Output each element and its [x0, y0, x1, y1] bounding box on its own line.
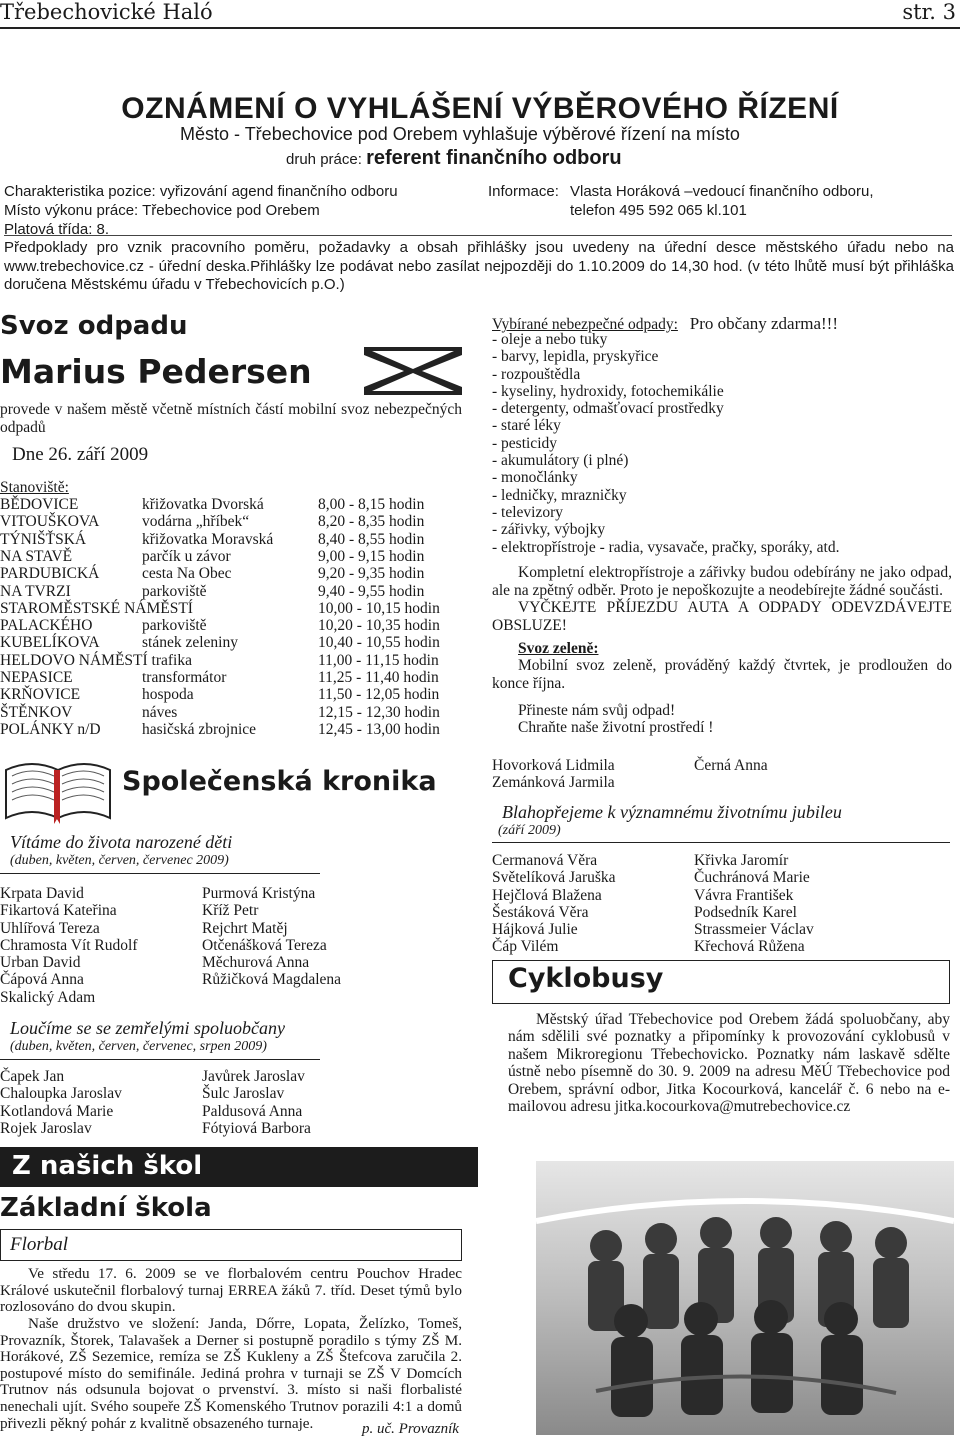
job-type-value: referent finančního odboru: [366, 147, 622, 169]
died-rule: [0, 1059, 320, 1060]
announcement-subtitle: Město - Třebechovice pod Orebem vyhlašuje výběrové řízení na místo: [180, 124, 740, 144]
list-item: - staré léky: [492, 417, 561, 435]
list-item: Cermanová Věra: [492, 852, 598, 869]
died-list-3: [492, 757, 615, 792]
list-item: Skalický Adam: [0, 988, 96, 1006]
list-item: - elektropřístroje - radia, vysavače, pračky, sporáky, atd.: [492, 538, 840, 556]
list-item: Křechová Růžena: [694, 938, 805, 956]
list-item: Kotlandová Marie: [0, 1102, 114, 1120]
requirements-paragraph: Předpoklady pro vznik pracovního poměru, požadavky a obsah přihlášky jsou uvedeny na úřední desce městského úřadu nebo na www.trebechovice.cz - úřední deska.Přihlášky lze podávat nebo zasílat nejpozději do 1.10.2009 do 14,30 hod. (v této lhůtě musí být přihláška doručena Městskému úřadu v Třebechovicích p.O.): [4, 239, 954, 293]
station-place: TÝNIŠŤSKÁ: [0, 530, 87, 548]
list-item: - monočlánky: [492, 469, 578, 487]
job-type: [286, 147, 622, 170]
station-time: 8,00 - 8,15 hodin: [318, 496, 425, 513]
jubilee-list-1: [492, 852, 616, 956]
station-spot: hospoda: [142, 686, 194, 704]
florbal-box: [0, 1229, 462, 1261]
station-place: HELDOVO NÁMĚSTÍ trafika: [0, 651, 192, 669]
list-item: Šulc Jaroslav: [202, 1085, 285, 1103]
station-time: 10,40 - 10,55 hodin: [318, 634, 440, 652]
florbal-p2: Naše družstvo ve složení: Janda, Dőrre, Lopata, Želízko, Tomeš, Provazník, Štorek, Talavašek a Derner si postupně poradilo s týmy ZŠ M. Horákové, ZŠ Sezemice, remíza se ZŠ Kukleny a ZŠ Štefcova zaručila 2. postupové místo do semifinále. Jediná prohra v turnaji se ZŠ V Domcích Trutnov nás odsunula bojovat o prvenství. 3. místo si naši florbalisté nenechali ujít. Svého soupeře ZŠ Komenského Trutnov porazili 4:1 a domů přivezli pěkný pohár z kvalitně obsazeného turnaje.: [0, 1315, 462, 1432]
station-time: 10,00 - 10,15 hodin: [318, 599, 440, 617]
company-logo-icon: [364, 347, 462, 395]
florbal-p1: Ve středu 17. 6. 2009 se ve florbalovém centru Pouchov Hradec Králové uskutečnil florbalový turnaj ERREA žáků 7. tříd. Deset týmů bylo rozlosováno do dvou skupin.: [0, 1265, 462, 1316]
list-item: Purmová Kristýna: [202, 885, 316, 902]
list-item: - detergenty, odmašťovací prostředky: [492, 400, 724, 418]
closing-line: Chraňte naše životní prostředí !: [518, 719, 714, 736]
green-text: Mobilní svoz zeleně, prováděný každý čtvrtek, je prodloužen do konce října.: [492, 657, 952, 692]
jubilee-rule: [492, 842, 950, 843]
station-time: 9,20 - 9,35 hodin: [318, 565, 425, 583]
list-item: Čáp Vilém: [492, 938, 559, 956]
list-item: Krpata David: [0, 885, 84, 902]
cyklobusy-text: Městský úřad Třebechovice pod Orebem žádá spoluobčany, aby nám sdělili své poznatky a připomínky k provozování cyklobusů v našem Mikroregionu Třebechovicko. Poznatky nám laskavě sdělte ústně nebo písemně do 30. 9. 2009 na adresu MěÚ Třebechovice pod Orebem, správní odbor, Jitka Kocourková, kancelář č. 6 nebo na e-mailovou adresu jitka.kocourkova@mutrebechovice.cz: [508, 1011, 950, 1116]
list-item: Hovorková Lidmila: [492, 757, 615, 774]
wastes-list: [492, 331, 952, 556]
jubilee-list-2: [694, 852, 814, 956]
station-place: PALACKÉHO: [0, 617, 93, 635]
chronicle-heading: Společenská kronika: [122, 766, 437, 797]
list-item: Otčenášková Tereza: [202, 936, 327, 954]
handover-note: VYČKEJTE PŘÍJEZDU AUTA A ODPADY ODEVZDÁVEJTE OBSLUZE!: [492, 599, 952, 634]
list-item: - ledničky, mrazničky: [492, 486, 627, 504]
born-period: (duben, květen, červen, červenec 2009): [10, 853, 229, 868]
jubilee-title: Blahopřejeme k významnému životnímu jubileu: [502, 802, 842, 822]
station-spot: vodárna „hříbek“: [142, 513, 250, 531]
info-contact: [570, 182, 950, 220]
waste-heading: Svoz odpadu: [0, 311, 188, 341]
list-item: Strassmeier Václav: [694, 921, 814, 939]
green-label: Svoz zeleně:: [518, 640, 599, 657]
stations-table: [0, 496, 460, 741]
list-item: Čuchránová Marie: [694, 869, 810, 887]
station-time: 11,50 - 12,05 hodin: [318, 686, 440, 704]
header-rule: [0, 27, 960, 29]
stations-label: Stanoviště:: [0, 479, 69, 496]
station-time: 11,25 - 11,40 hodin: [318, 669, 439, 686]
list-item: Křivka Jaromír: [694, 852, 789, 869]
list-item: Měchurová Anna: [202, 954, 310, 972]
station-place: BĚDOVICE: [0, 496, 79, 513]
position-line: Charakteristika pozice: vyřizování agend finančního odboru: [4, 183, 398, 200]
list-item: Černá Anna: [694, 757, 768, 774]
free-note: Pro občany zdarma!!!: [689, 314, 839, 333]
list-item: Hájková Julie: [492, 921, 578, 939]
station-spot: křižovatka Dvorská: [142, 496, 264, 513]
station-place: VITOUŠKOVA: [0, 513, 100, 531]
station-time: 8,40 - 8,55 hodin: [318, 530, 425, 548]
list-item: - barvy, lepidla, pryskyřice: [492, 348, 659, 366]
born-rule: [0, 873, 320, 874]
list-item: Fikartová Kateřina: [0, 902, 117, 920]
died-list-2: [202, 1068, 311, 1137]
station-place: KRŇOVICE: [0, 686, 81, 704]
wastes-label: Vybírané nebezpečné odpady:: [492, 316, 678, 333]
company-name: Marius Pedersen: [0, 352, 312, 391]
appliances-note: Kompletní elektropřístroje a zářivky budou odebírány ne jako odpad, ale na zpětný odběr. Proto je nepoškozujte a neodebírejte žádné součásti.: [492, 564, 952, 599]
station-time: 10,20 - 10,35 hodin: [318, 617, 440, 635]
page-number: str. 3: [902, 0, 956, 24]
closing-line: Přineste nám svůj odpad!: [518, 702, 676, 719]
died-period: (duben, květen, červen, červenec, srpen 2009): [10, 1039, 267, 1054]
list-item: Hejčlová Blažena: [492, 886, 602, 904]
station-place: KUBELÍKOVA: [0, 634, 100, 652]
schools-heading: Z našich škol: [12, 1151, 203, 1181]
station-spot: parkoviště: [142, 582, 207, 600]
list-item: Růžičková Magdalena: [202, 971, 342, 989]
job-type-prefix: druh práce:: [286, 151, 362, 168]
list-item: - rozpouštědla: [492, 365, 581, 383]
cyklobusy-heading: Cyklobusy: [508, 963, 664, 994]
list-item: - akumulátory (i plné): [492, 452, 629, 470]
jubilee-period: (září 2009): [498, 823, 561, 838]
station-place: NA TVRZI: [0, 582, 71, 600]
info-label: Informace:: [488, 183, 559, 200]
station-place: STAROMĚSTSKÉ NÁMĚSTÍ: [0, 599, 193, 617]
list-item: Paldusová Anna: [202, 1102, 303, 1120]
position-line: Platová třída: 8.: [4, 221, 110, 238]
waste-intro: provede v našem městě včetně místních částí mobilní svoz nebezpečných odpadů: [0, 401, 462, 436]
born-title: Vítáme do života narozené děti: [10, 832, 233, 852]
info-line: Vlasta Horáková –vedoucí finančního odboru,: [570, 183, 874, 200]
list-item: - pesticidy: [492, 434, 557, 452]
station-place: ŠTĚNKOV: [0, 703, 73, 721]
station-time: 9,00 - 9,15 hodin: [318, 547, 425, 565]
list-item: Světelíková Jaruška: [492, 869, 616, 887]
florbal-signature: p. uč. Provazník: [358, 1421, 459, 1438]
team-photo: [536, 1161, 954, 1435]
school-name: Základní škola: [0, 1193, 212, 1223]
position-line: Místo výkonu práce: Třebechovice pod Orebem: [4, 202, 320, 219]
florbal-subheading: Florbal: [10, 1234, 69, 1255]
died-title: Loučíme se se zemřelými spoluobčany: [10, 1018, 285, 1038]
list-item: - zářivky, výbojky: [492, 521, 606, 539]
list-item: Čapek Jan: [0, 1068, 65, 1085]
station-spot: parčík u závor: [142, 547, 231, 565]
list-item: Rojek Jaroslav: [0, 1119, 92, 1137]
list-item: Rejchrt Matěj: [202, 919, 288, 937]
station-spot: parkoviště: [142, 617, 207, 635]
station-spot: křižovatka Moravská: [142, 530, 274, 548]
section-rule: [4, 235, 952, 236]
station-time: 12,15 - 12,30 hodin: [318, 703, 440, 721]
list-item: - kyseliny, hydroxidy, fotochemikálie: [492, 382, 724, 400]
list-item: Čápová Anna: [0, 971, 84, 989]
announcement-title: OZNÁMENÍ O VYHLÁŠENÍ VÝBĚROVÉHO ŘÍZENÍ: [121, 92, 839, 125]
list-item: Fótyiová Barbora: [202, 1119, 311, 1137]
station-spot: stánek zeleniny: [142, 634, 238, 652]
station-time: 9,40 - 9,55 hodin: [318, 582, 425, 600]
list-item: Šestáková Věra: [492, 903, 589, 921]
info-line: telefon 495 592 065 kl.101: [570, 202, 747, 219]
list-item: - televizory: [492, 503, 564, 521]
station-spot: náves: [142, 703, 178, 721]
station-spot: transformátor: [142, 669, 227, 686]
born-list-1: [0, 885, 138, 1006]
station-spot: cesta Na Obec: [142, 565, 232, 583]
list-item: Podsedník Karel: [694, 903, 797, 921]
position-details: [4, 182, 474, 239]
list-item: Chramosta Vít Rudolf: [0, 936, 138, 954]
station-time: 12,45 - 13,00 hodin: [318, 720, 440, 738]
station-place: PARDUBICKÁ: [0, 565, 100, 583]
newspaper-title: Třebechovické Haló: [0, 0, 213, 24]
station-place: NA STAVĚ: [0, 547, 73, 565]
station-time: 11,00 - 11,15 hodin: [318, 651, 439, 669]
book-icon: [2, 756, 114, 824]
collection-date: Dne 26. září 2009: [12, 444, 149, 465]
station-spot: hasičská zbrojnice: [142, 720, 257, 738]
list-item: Urban David: [0, 954, 81, 972]
list-item: Zemánková Jarmila: [492, 774, 615, 792]
station-place: NEPASICE: [0, 669, 73, 686]
list-item: Vávra František: [694, 886, 794, 904]
list-item: Kříž Petr: [202, 902, 259, 920]
born-list-2: [202, 885, 341, 989]
list-item: - oleje a nebo tuky: [492, 331, 608, 348]
station-time: 8,20 - 8,35 hodin: [318, 513, 425, 531]
died-list-1: [0, 1068, 122, 1137]
station-place: POLÁNKY n/D: [0, 720, 101, 738]
list-item: Javůrek Jaroslav: [202, 1068, 305, 1085]
list-item: Chaloupka Jaroslav: [0, 1085, 122, 1103]
list-item: Uhlířová Tereza: [0, 919, 100, 937]
